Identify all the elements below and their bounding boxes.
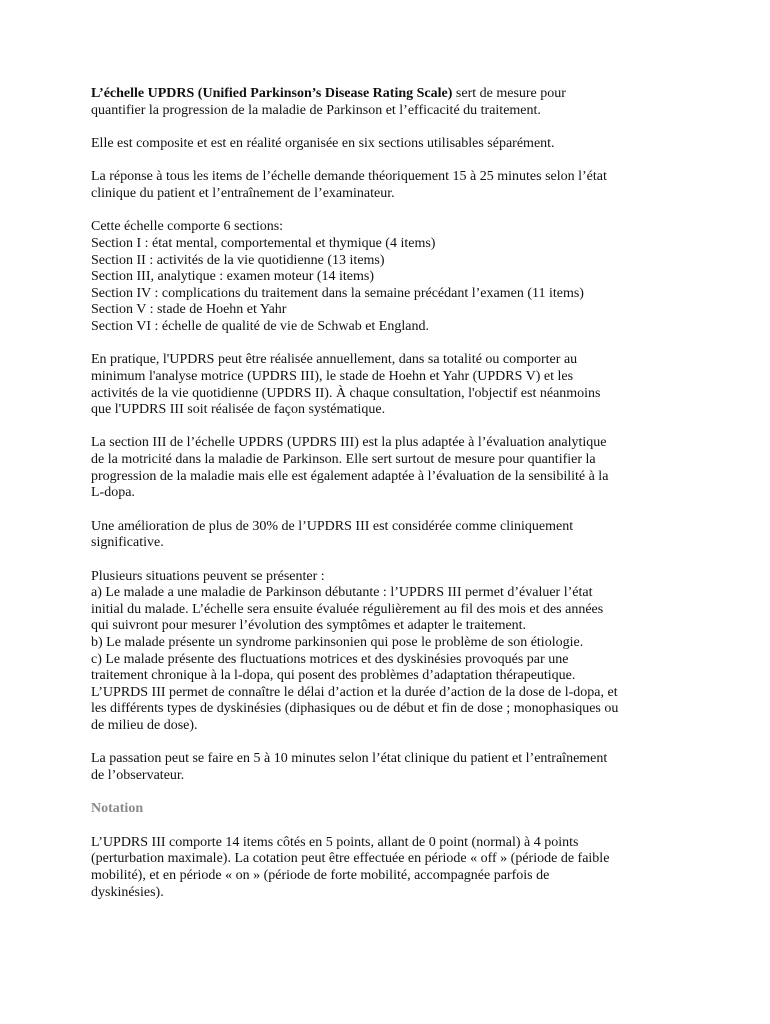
text-line: L-dopa. [91, 485, 135, 501]
text-line: de milieu de dose). [91, 717, 198, 733]
text-line: dyskinésies). [91, 884, 164, 900]
document-page [91, 86, 691, 918]
text-line: traitement chronique à la l-dopa, qui posent des problèmes d’adaptation thérapeutique. [91, 668, 576, 684]
text-line: de la motricité dans la maladie de Parkinson. Elle sert surtout de mesure pour quantifier la [91, 452, 596, 468]
paragraph-duration [91, 169, 691, 202]
text-line: L’UPRDS III permet de connaître le délai d’action et la durée d’action de la dose de l-dopa, et [91, 684, 618, 700]
text-line: (perturbation maximale). La cotation peut être effectuée en période « off » (période de faible [91, 851, 610, 867]
text-line: Section V : stade de Hoehn et Yahr [91, 302, 287, 318]
text-line: Cette échelle comporte 6 sections: [91, 219, 284, 235]
paragraph-intro [91, 86, 691, 119]
text-line: progression de la maladie mais elle est également adaptée à l’évaluation de la sensibilité à la [91, 468, 609, 484]
text-line: b) Le malade présente un syndrome parkinsonien qui pose le problème de son étiologie. [91, 635, 584, 651]
text-line: les différents types de dyskinésies (diphasiques ou de début et fin de dose ; monophasiques ou [91, 701, 619, 717]
text-line: La réponse à tous les items de l’échelle demande théoriquement 15 à 25 minutes selon l’état [91, 169, 607, 185]
text-line: de l’observateur. [91, 767, 185, 783]
text-line: que l'UPDRS III soit réalisée de façon systématique. [91, 402, 386, 418]
intro-line-1 [91, 86, 691, 103]
text-line: activités de la vie quotidienne (UPDRS II). À chaque consultation, l'objectif est néanmoins [91, 385, 601, 401]
intro-bold-term: L’échelle UPDRS (Unified Parkinson’s Disease Rating Scale) [91, 86, 453, 101]
text-line: Section II : activités de la vie quotidienne (13 items) [91, 252, 385, 268]
paragraph-notation [91, 835, 691, 901]
text-line: mobilité), et en période « on » (période de forte mobilité, accompagnée parfois de [91, 867, 550, 883]
text-line: minimum l'analyse motrice (UPDRS III), le stade de Hoehn et Yahr (UPDRS V) et les [91, 368, 574, 384]
text-line: clinique du patient et l’entraînement de l’examinateur. [91, 185, 395, 201]
text-line: Plusieurs situations peuvent se présenter : [91, 568, 325, 584]
text-line: significative. [91, 535, 164, 551]
intro-line-1-rest: sert de mesure pour [452, 86, 566, 101]
intro-line-2: quantifier la progression de la maladie de Parkinson et l’efficacité du traitement. [91, 102, 541, 118]
paragraph-practice [91, 352, 691, 418]
paragraph-passation [91, 751, 691, 784]
text-line: Section I : état mental, comportemental et thymique (4 items) [91, 235, 436, 251]
text-line: Section VI : échelle de qualité de vie de Schwab et England. [91, 318, 429, 334]
text-line: La passation peut se faire en 5 à 10 minutes selon l’état clinique du patient et l’entraînement [91, 751, 608, 767]
text-line: L’UPDRS III comporte 14 items côtés en 5 points, allant de 0 point (normal) à 4 points [91, 834, 579, 850]
text-line: qui suivront pour mesurer l’évolution des symptômes et adapter le traitement. [91, 618, 527, 634]
text-line: c) Le malade présente des fluctuations motrices et des dyskinésies provoqués par une [91, 651, 569, 667]
text-line: a) Le malade a une maladie de Parkinson débutante : l’UPDRS III permet d’évaluer l’état [91, 585, 593, 601]
text-line: Section IV : complications du traitement dans la semaine précédant l’examen (11 items) [91, 285, 584, 301]
text-line: Section III, analytique : examen moteur (14 items) [91, 269, 375, 285]
paragraph-improvement [91, 519, 691, 552]
text-line: initial du malade. L’échelle sera ensuite évaluée régulièrement au fil des mois et des années [91, 601, 604, 617]
section-heading-notation: Notation [91, 801, 144, 817]
text-line: La section III de l’échelle UPDRS (UPDRS III) est la plus adaptée à l’évaluation analytique [91, 435, 607, 451]
text-line: Une amélioration de plus de 30% de l’UPDRS III est considérée comme cliniquement [91, 518, 574, 534]
paragraph-situations [91, 569, 691, 735]
paragraph-section-three [91, 435, 691, 501]
paragraph-sections [91, 219, 691, 335]
text-line: En pratique, l'UPDRS peut être réalisée annuellement, dans sa totalité ou comporter au [91, 352, 578, 368]
text-line: Elle est composite et est en réalité organisée en six sections utilisables séparément. [91, 135, 555, 151]
paragraph-composition [91, 136, 691, 153]
